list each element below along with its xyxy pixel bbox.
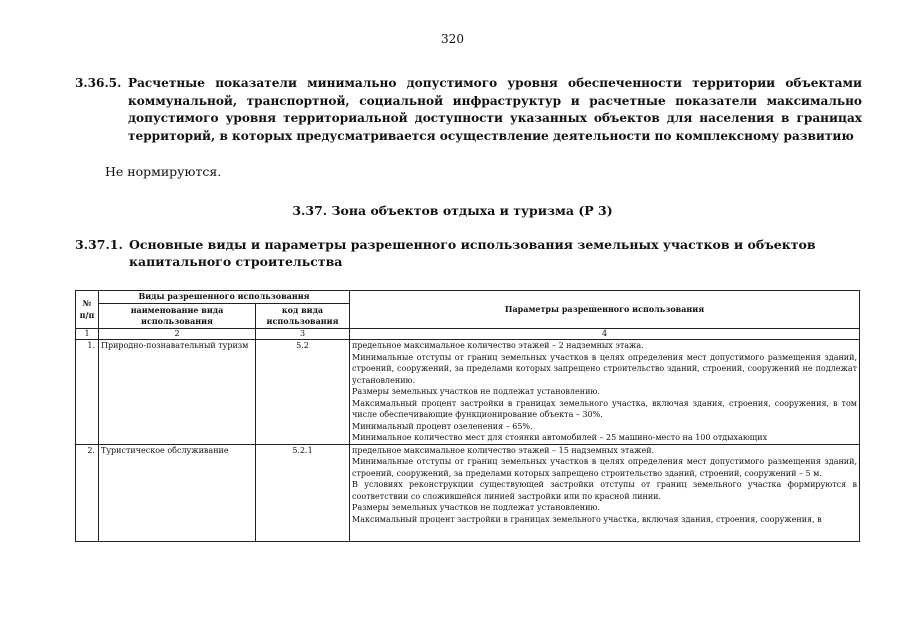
section-heading-text: Основные виды и параметры разрешенного использования земельных участков и объектов капитального строительства xyxy=(129,237,816,269)
param-line: Максимальный процент застройки в границах земельного участка, включая здания, строения, сооружения, в xyxy=(352,514,822,524)
header-num: № п/п xyxy=(76,291,99,329)
section-number: 3.37.1. xyxy=(75,237,123,252)
use-name: Туристическое обслуживание xyxy=(99,444,256,541)
param-line: Максимальный процент застройки в границах земельного участка, включая здания, строения, сооружения, в том числе обеспечивающие функционирование объекта – 30%. xyxy=(352,398,858,419)
table-row xyxy=(76,444,860,541)
column-numbers-row xyxy=(76,329,860,340)
not-normed-text: Не нормируются. xyxy=(105,164,222,179)
param-line: Минимальные отступы от границ земельных участков в целях определения мест допустимого размещения зданий, строений, сооружений, за пределами которых запрещено строительство зданий, строений, сооружений – 5 м. xyxy=(352,457,858,478)
section-heading-text: Расчетные показатели минимально допустимого уровня обеспеченности территории объектами коммунальной, транспортной, социальной инфраструктур и расчетные показатели максимально допустимого уровня территориальной доступности указанных объектов для населения в границах территорий, в которых предусматривается осуществление деятельности по комплексному развитию xyxy=(128,76,862,143)
param-line: Минимальное количество мест для стоянки автомобилей – 25 машино-место на 100 отдыхающих xyxy=(352,433,768,442)
header-use-code: код вида использования xyxy=(256,304,350,329)
column-number: 4 xyxy=(350,329,860,340)
use-name: Природно-познавательный туризм xyxy=(99,340,256,445)
param-line: Размеры земельных участков не подлежат установлению. xyxy=(352,503,600,512)
section-3-36-5-heading xyxy=(75,75,862,145)
row-number: 2. xyxy=(76,444,99,541)
row-number: 1. xyxy=(76,340,99,445)
param-line: Минимальные отступы от границ земельных участков в целях определения мест допустимого размещения зданий, строений, сооружений, за пределами которых запрещено строительство зданий, строений, сооружений не подлежат установлению. xyxy=(352,352,858,385)
zone-title: 3.37. Зона объектов отдыха и туризма (Р 3) xyxy=(292,203,613,218)
param-line: Размеры земельных участков не подлежат установлению. xyxy=(352,387,600,396)
header-use-types: Виды разрешенного использования xyxy=(99,291,350,304)
use-params xyxy=(350,444,860,541)
use-code: 5.2 xyxy=(256,340,350,445)
page-number: 320 xyxy=(441,32,464,46)
section-number: 3.36.5. xyxy=(75,76,122,90)
column-number: 3 xyxy=(256,329,350,340)
permitted-use-table xyxy=(75,290,860,542)
param-line: Минимальный процент озеленения – 65%. xyxy=(352,421,533,431)
param-line: предельное максимальное количество этажей – 15 надземных этажей. xyxy=(352,445,655,455)
table-row xyxy=(76,340,860,445)
use-params xyxy=(350,340,860,445)
column-number: 2 xyxy=(99,329,256,340)
param-line: В условиях реконструкции существующей застройки отступы от границ земельного участка формируются в соответствии со сложившейся линией застройки или по красной линии. xyxy=(352,480,858,501)
param-line: предельное максимальное количество этажей – 2 надземных этажа. xyxy=(352,341,644,350)
header-params: Параметры разрешенного использования xyxy=(350,291,860,329)
use-code: 5.2.1 xyxy=(256,444,350,541)
section-3-37-1-heading xyxy=(75,237,862,270)
header-use-name: наименование вида использования xyxy=(99,304,256,329)
column-number: 1 xyxy=(76,329,99,340)
